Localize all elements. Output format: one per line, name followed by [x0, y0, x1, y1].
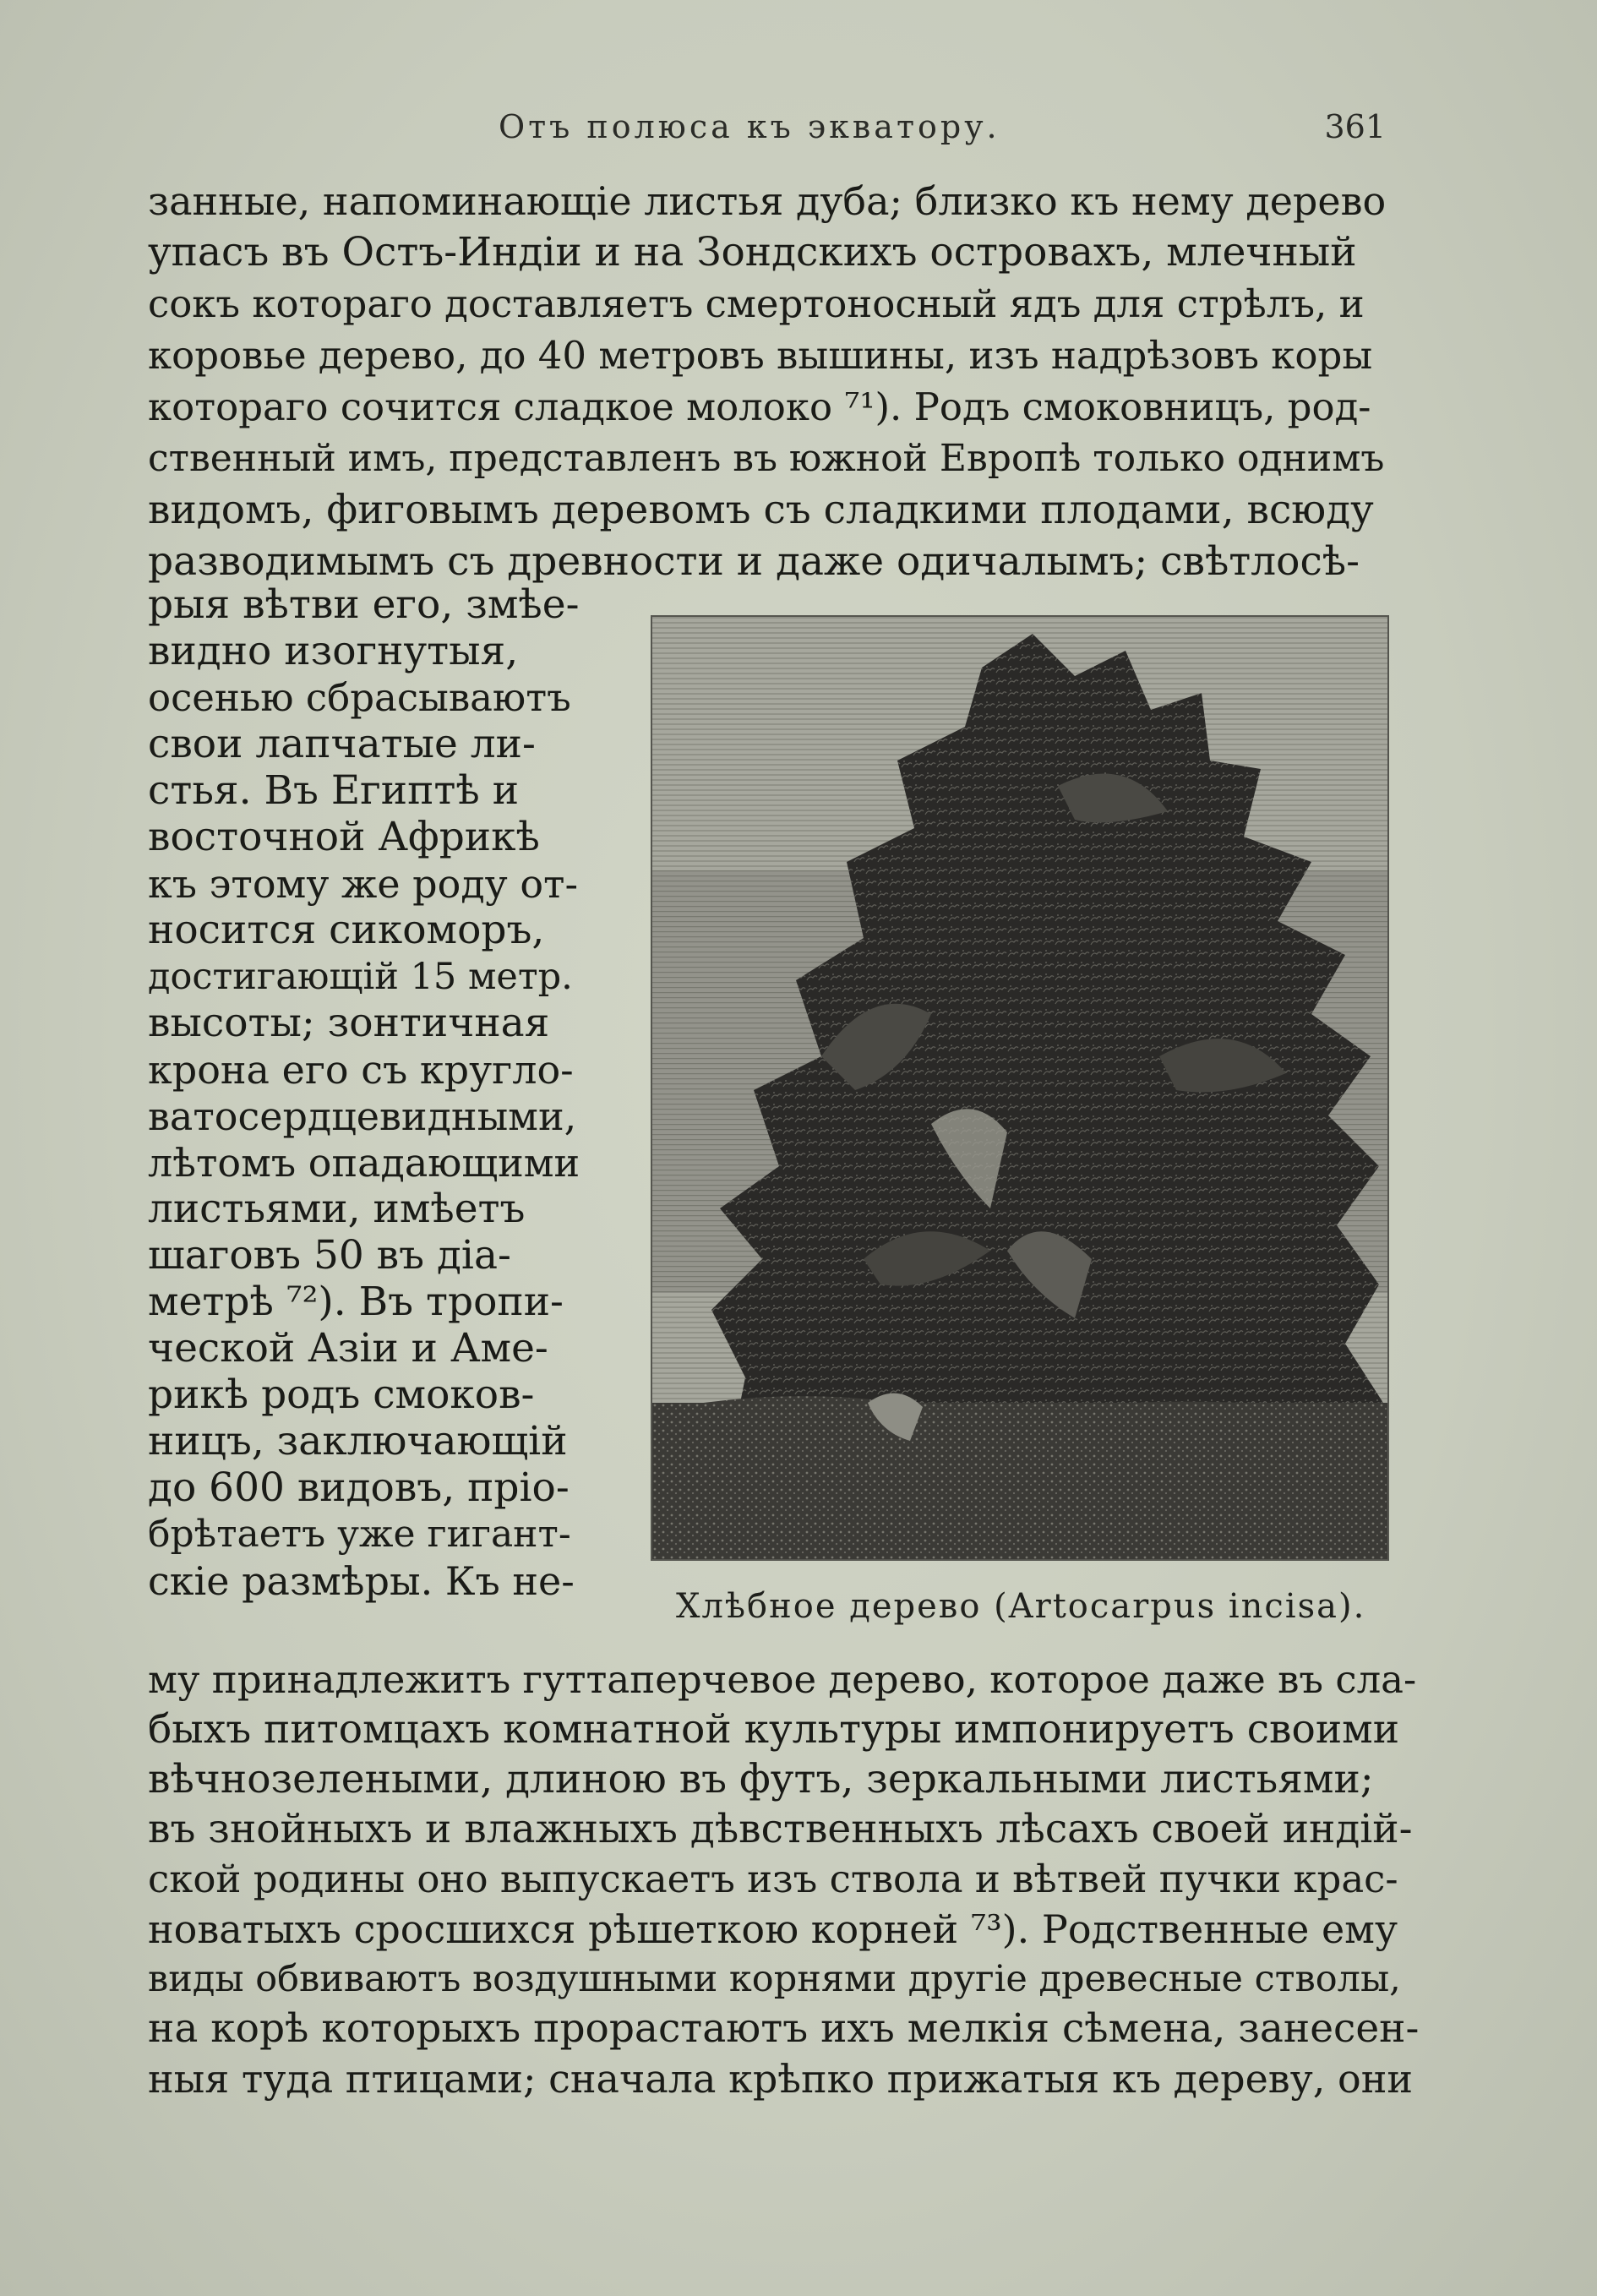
running-title: Отъ полюса къ экватору.: [499, 108, 1000, 145]
text-line: новатыхъ сросшихся рѣшеткою корней ⁷³). Родственные ему: [148, 1906, 1398, 1952]
tree-illustration: [652, 617, 1387, 1559]
text-line: стья. Въ Египтѣ и: [148, 767, 520, 814]
page-number: 361: [1324, 108, 1386, 145]
text-line: ныя туда птицами; сначала крѣпко прижатыя къ дереву, они: [148, 2056, 1414, 2102]
text-line: достигающій 15 метр.: [148, 956, 573, 998]
text-line: въ знойныхъ и влажныхъ дѣвственныхъ лѣсахъ своей индій-: [148, 1806, 1413, 1852]
text-line: метрѣ ⁷²). Въ тропи-: [148, 1279, 564, 1325]
text-line: высоты; зонтичная: [148, 1000, 550, 1046]
text-line: му принадлежитъ гуттаперчевое дерево, которое даже въ сла-: [148, 1657, 1417, 1702]
text-line: быхъ питомцахъ комнатной культуры импонируетъ своими: [148, 1706, 1400, 1753]
text-line: до 600 видовъ, пріо-: [148, 1464, 570, 1511]
text-line: ватосердцевидными,: [148, 1093, 577, 1139]
text-line: занные, напоминающіе листья дуба; близко къ нему дерево: [148, 178, 1387, 224]
text-line: ческой Азіи и Аме-: [148, 1325, 548, 1372]
text-line: ственный имъ, представленъ въ южной Европѣ только однимъ: [148, 437, 1385, 480]
text-line: разводимымъ съ древности и даже одичалымъ; свѣтлосѣ-: [148, 538, 1360, 585]
text-line: рыя вѣтви его, змѣе-: [148, 581, 580, 628]
text-line: ницъ, заключающій: [148, 1418, 568, 1464]
text-line: упасъ въ Остъ-Индіи и на Зондскихъ островахъ, млечный: [148, 229, 1357, 275]
text-line: листьями, имѣетъ: [148, 1186, 526, 1232]
text-line: котораго сочится сладкое молоко ⁷¹). Родъ смоковницъ, род-: [148, 384, 1371, 429]
text-line: восточной Африкѣ: [148, 814, 540, 860]
text-line: носится сикоморъ,: [148, 907, 545, 953]
text-line: скіе размѣры. Къ не-: [148, 1558, 575, 1604]
running-head: [0, 108, 1597, 159]
text-line: крона его съ кругло-: [148, 1047, 574, 1093]
text-line: свои лапчатые ли-: [148, 721, 536, 767]
text-line: коровье дерево, до 40 метровъ вышины, изъ надрѣзовъ коры: [148, 333, 1373, 378]
text-line: вѣчнозелеными, длиною въ футъ, зеркальными листьями;: [148, 1756, 1374, 1802]
breadfruit-tree-engraving: [651, 615, 1389, 1561]
text-line: видомъ, фиговымъ деревомъ съ сладкими плодами, всюду: [148, 487, 1374, 533]
text-line: сокъ котораго доставляетъ смертоносный ядъ для стрѣлъ, и: [148, 281, 1365, 326]
text-line: лѣтомъ опадающими: [148, 1140, 580, 1186]
text-line: виды обвиваютъ воздушными корнями другіе древесные стволы,: [148, 1958, 1401, 2000]
text-line: осенью сбрасываютъ: [148, 675, 571, 720]
text-line: ской родины оно выпускаетъ изъ ствола и вѣтвей пучки крас-: [148, 1857, 1398, 1901]
figure-caption: Хлѣбное дерево (Artocarpus incisa).: [676, 1587, 1366, 1626]
text-line: къ этому же роду от-: [148, 861, 579, 907]
text-line: шаговъ 50 въ діа-: [148, 1232, 511, 1279]
text-line: рикѣ родъ смоков-: [148, 1372, 535, 1418]
text-line: на корѣ которыхъ прорастаютъ ихъ мелкія сѣмена, занесен-: [148, 2005, 1420, 2052]
text-line: видно изогнутыя,: [148, 628, 519, 674]
text-line: брѣтаетъ уже гигант-: [148, 1513, 571, 1556]
